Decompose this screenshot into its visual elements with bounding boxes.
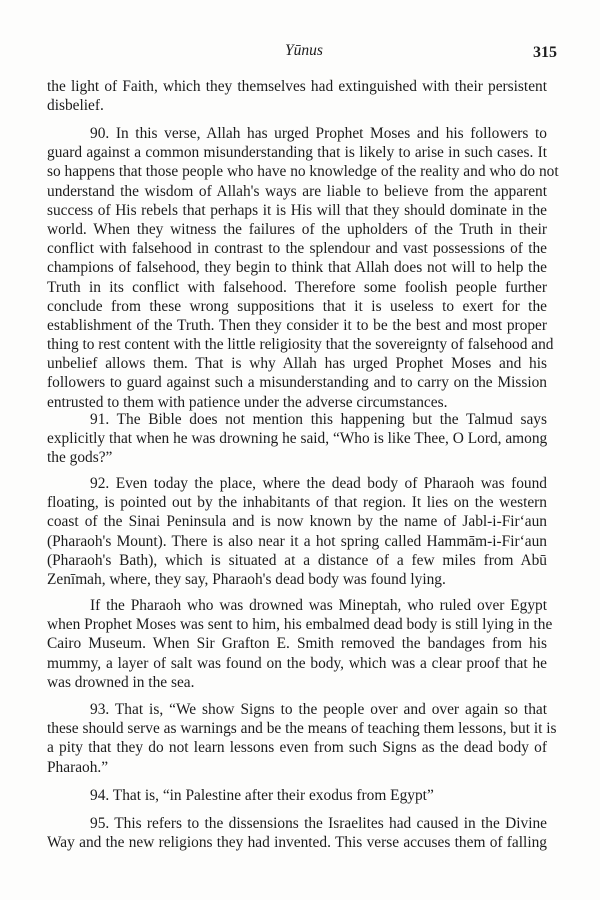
footnote-90 (47, 124, 559, 412)
text-line: (Pharaoh's Bath), which is situated at a distance of a few miles from Abū (47, 551, 547, 569)
footnote-92-continued (47, 596, 553, 692)
text-line: floating, is pointed out by the inhabitants of that region. It lies on the western (47, 494, 547, 512)
text-line: explicitly that when he was drowning he said, “Who is like Thee, O Lord, among (47, 430, 548, 448)
running-title: Yūnus (285, 42, 323, 59)
text-line: mummy, a layer of salt was found on the body, which was a clear proof that he (47, 654, 547, 672)
text-line: thing to rest content with the little religiosity that the sovereignty of falsehood and (47, 336, 554, 354)
text-line: disbelief. (47, 97, 104, 115)
text-line: Way and the new religions they had invented. This verse accuses them of falling (47, 834, 547, 852)
footnote-91 (47, 410, 547, 468)
footnote-94 (47, 786, 547, 805)
text-line: 95. This refers to the dissensions the Israelites had caused in the Divine (90, 815, 547, 832)
text-line: Cairo Museum. When Sir Grafton E. Smith removed the bandages from his (47, 635, 547, 653)
text-line: entrusted to them with patience under the adverse circumstances. (47, 393, 448, 411)
page-number: 315 (533, 44, 557, 61)
text-line: champions of falsehood, they begin to think that Allah does not will to help the (47, 259, 547, 277)
text-line: Zenīmah, where, they say, Pharaoh's dead body was found lying. (47, 570, 446, 588)
footnote-92 (47, 474, 547, 589)
text-line: followers to guard against such a misunderstanding and to carry on the Mission (47, 374, 547, 392)
text-line: the light of Faith, which they themselves had extinguished with their persistent (47, 78, 547, 95)
text-line: so happens that those people who have no knowledge of the reality and who do not (47, 163, 559, 181)
text-line: 90. In this verse, Allah has urged Prophet Moses and his followers to (90, 125, 547, 142)
text-line: 93. That is, “We show Signs to the people over and over again so that (90, 701, 547, 718)
text-line: the gods?” (47, 449, 113, 467)
text-line: 92. Even today the place, where the dead body of Pharaoh was found (90, 475, 547, 492)
text-line: coast of the Sinai Peninsula and is now known by the name of Jabl-i-Fir‘aun (47, 513, 547, 531)
running-header (0, 42, 600, 66)
text-line: If the Pharaoh who was drowned was Mineptah, who ruled over Egypt (90, 597, 547, 614)
text-line: these should serve as warnings and be the means of teaching them lessons, but it is (47, 720, 557, 738)
text-line: when Prophet Moses was sent to him, his embalmed dead body is still lying in the (47, 616, 553, 634)
text-line: success of His rebels that perhaps it is His will that they should dominate in the (47, 201, 547, 219)
text-line: unbelief allows them. That is why Allah has urged Prophet Moses and his (47, 355, 547, 373)
text-line: was drowned in the sea. (47, 673, 195, 691)
footnote-93 (47, 700, 557, 777)
text-line: 91. The Bible does not mention this happening but the Talmud says (90, 411, 547, 428)
text-line: conflict with falsehood in contrast to the splendour and vast possessions of the (47, 240, 547, 258)
text-line: establishment of the Truth. Then they consider it to be the best and most proper (47, 316, 547, 334)
paragraph-continuation (47, 77, 547, 115)
footnote-95 (47, 814, 547, 852)
text-line: Pharaoh.” (47, 758, 109, 776)
text-line: understand the wisdom of Allah's ways are liable to believe from the apparent (47, 182, 547, 200)
text-line: 94. That is, “in Palestine after their exodus from Egypt” (90, 787, 434, 804)
text-line: guard against a common misunderstanding that is likely to arise in such cases. It (47, 144, 547, 162)
text-line: conclude from these wrong suppositions that it is useless to exert for the (47, 297, 547, 315)
text-line: Truth in its conflict with falsehood. Therefore some foolish people further (47, 278, 547, 296)
text-line: (Pharaoh's Mount). There is also near it a hot spring called Hammām-i-Fir‘aun (47, 532, 547, 550)
text-line: a pity that they do not learn lessons even from such Signs as the dead body of (47, 739, 547, 757)
text-line: world. When they witness the failures of the upholders of the Truth in their (47, 220, 547, 238)
